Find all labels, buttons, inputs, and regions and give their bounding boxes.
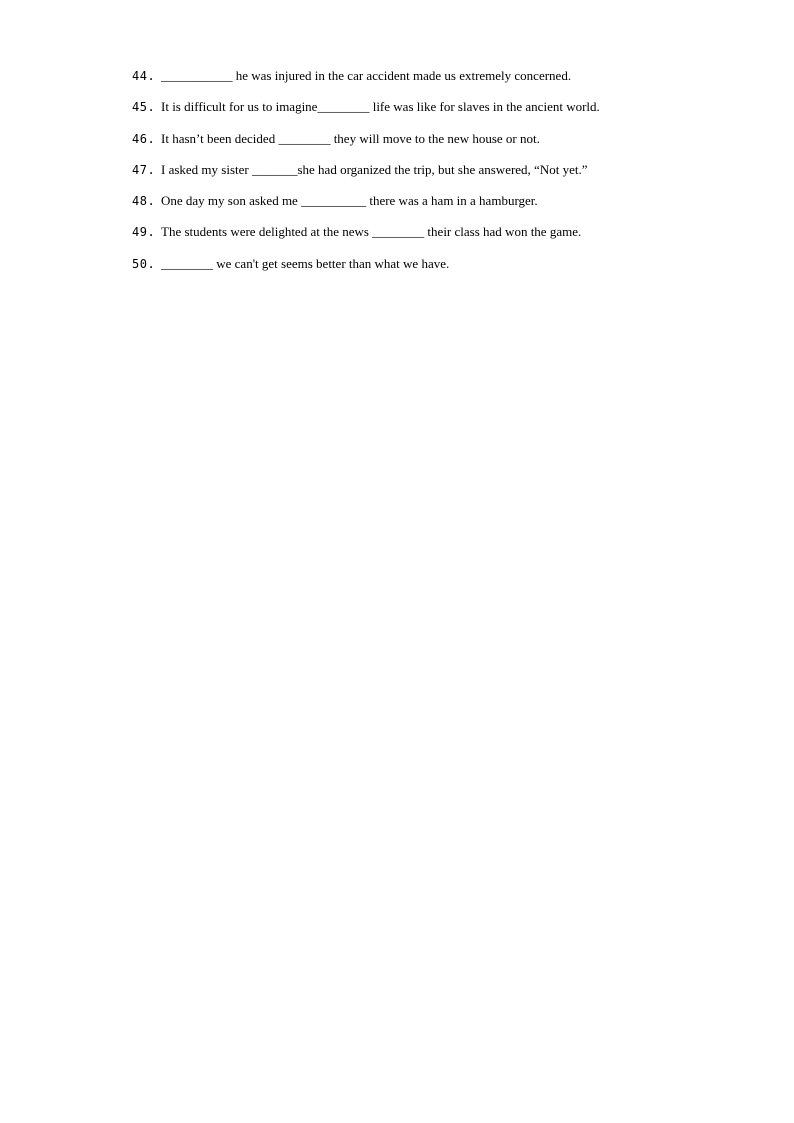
question-item <box>132 160 692 191</box>
question-number: 47. <box>132 162 156 177</box>
question-number: 46. <box>132 131 156 146</box>
question-text: The students were delighted at the news ________ their class had won the game. <box>161 224 582 240</box>
question-number: 49. <box>132 225 156 240</box>
question-item <box>132 222 692 253</box>
question-item <box>132 254 692 285</box>
question-item <box>132 66 692 97</box>
question-number: 45. <box>132 100 156 115</box>
question-text: It is difficult for us to imagine________ life was like for slaves in the ancient world. <box>161 99 600 115</box>
question-text: One day my son asked me __________ there was a ham in a hamburger. <box>161 193 538 209</box>
question-item <box>132 129 692 160</box>
question-text: I asked my sister _______she had organized the trip, but she answered, “Not yet.” <box>161 161 588 177</box>
question-number: 48. <box>132 194 156 209</box>
question-list <box>132 66 692 285</box>
question-text: ________ we can't get seems better than what we have. <box>161 255 450 271</box>
question-item <box>132 97 692 128</box>
question-number: 44. <box>132 69 156 83</box>
question-item <box>132 191 692 222</box>
question-text: It hasn’t been decided ________ they will move to the new house or not. <box>161 130 540 146</box>
question-text: ___________ he was injured in the car accident made us extremely concerned. <box>161 68 572 83</box>
question-number: 50. <box>132 256 156 271</box>
